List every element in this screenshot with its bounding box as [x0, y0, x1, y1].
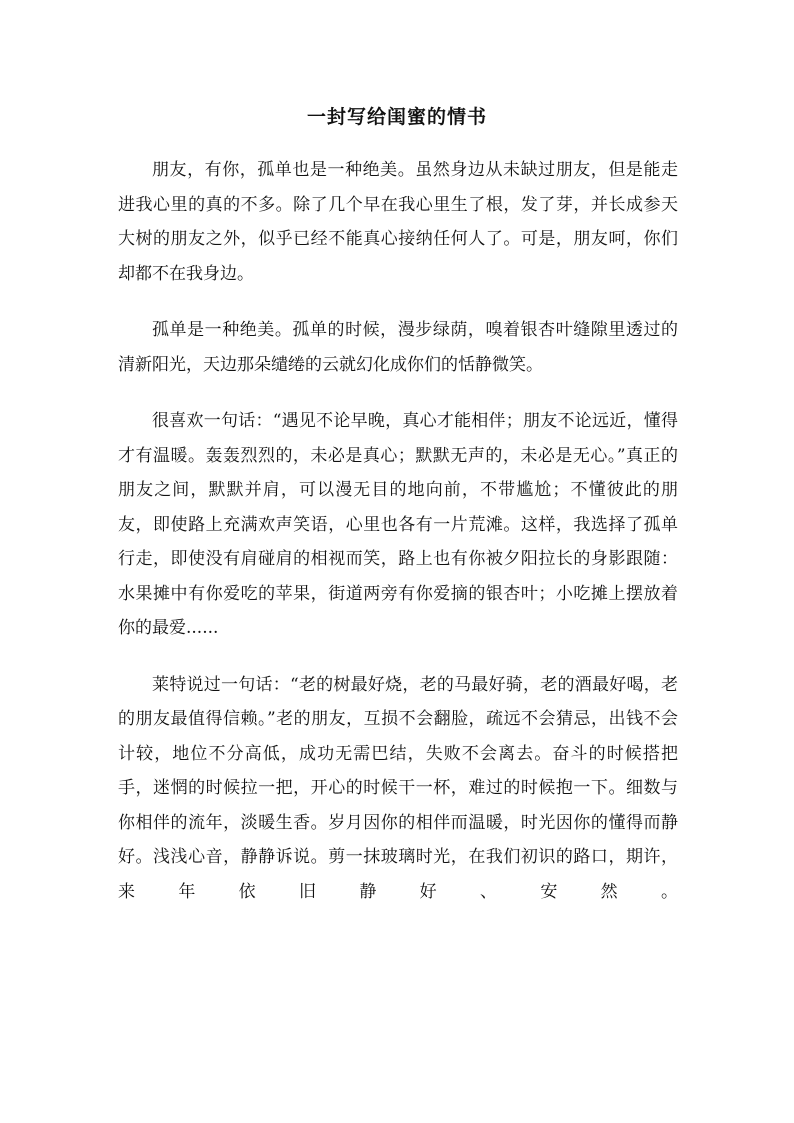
paragraph-1: 朋友，有你，孤单也是一种绝美。虽然身边从未缺过朋友，但是能走进我心里的真的不多。除了几个早在我心里生了根，发了芽，并长成参天大树的朋友之外，似乎已经不能真心接纳任何人了。可是，朋友呵，你们却都不在我身边。 — [118, 160, 678, 284]
document-body — [118, 153, 678, 931]
paragraph-4: 莱特说过一句话：“老的树最好烧，老的马最好骑，老的酒最好喝，老的朋友最值得信赖。”老的朋友，互损不会翻脸，疏远不会猜忌，出钱不会计较，地位不分高低，成功无需巴结，失败不会离去。奋斗的时候搭把手，迷惘的时候拉一把，开心的时候干一杯，难过的时候抱一下。细数与你相伴的流年，淡暖生香。岁月因你的相伴而温暖，时光因你的懂得而静好。浅浅心音，静静诉说。剪一抹玻璃时光，在我们初识的路口，期许，来年依旧静好、安然。 — [118, 674, 678, 902]
document-title: 一封写给闺蜜的情书 — [306, 106, 487, 128]
paragraph-2: 孤单是一种绝美。孤单的时候，漫步绿荫，嗅着银杏叶缝隙里透过的清新阳光，天边那朵缱绻的云就幻化成你们的恬静微笑。 — [118, 320, 678, 375]
paragraph-3: 很喜欢一句话：“遇见不论早晚，真心才能相伴；朋友不论远近，懂得才有温暖。轰轰烈烈的，未必是真心；默默无声的，未必是无心。”真正的朋友之间，默默并肩，可以漫无目的地向前，不带尴尬；不懂彼此的朋友，即使路上充满欢声笑语，心里也各有一片荒滩。这样，我选择了孤单行走，即使没有肩碰肩的相视而笑，路上也有你被夕阳拉长的身影跟随：水果摊中有你爱吃的苹果，街道两旁有你爱摘的银杏叶；小吃摊上摆放着你的最爱...... — [118, 411, 678, 638]
